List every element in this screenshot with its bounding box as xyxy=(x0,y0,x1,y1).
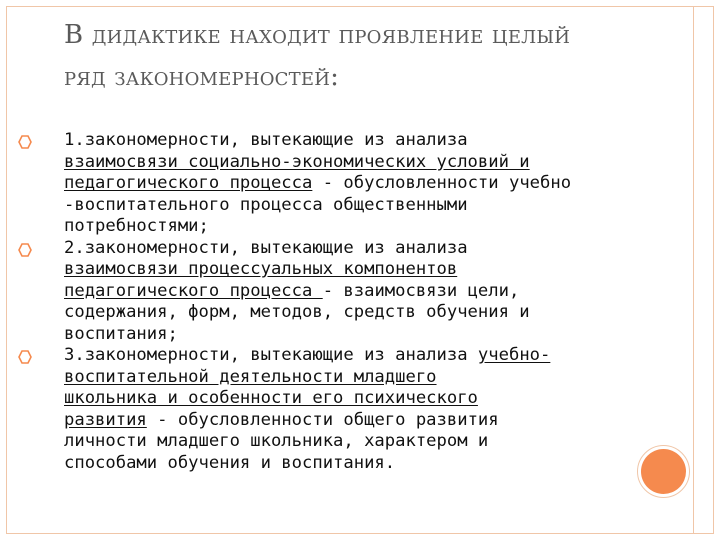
list-item-line xyxy=(64,453,644,475)
orange-hexagon-bullet-icon xyxy=(18,350,32,364)
list-item-line xyxy=(64,195,644,217)
decorative-orange-circle xyxy=(641,449,686,494)
list-item xyxy=(64,238,644,346)
text-segment: 2.закономерности, вытекающие из анализа xyxy=(64,237,468,258)
orange-hexagon-bullet-icon xyxy=(18,135,32,149)
text-segment: личности младшего школьника, характером и xyxy=(64,431,489,451)
text-segment: способами обучения и воспитания. xyxy=(64,452,396,473)
underlined-text: воспитательной деятельности младшего xyxy=(64,366,437,387)
text-segment: 1.закономерности, вытекающие из анализа xyxy=(64,130,468,150)
list-item-line xyxy=(64,238,644,260)
list-item-line xyxy=(64,173,644,195)
list-item-line xyxy=(64,281,644,303)
underlined-text: учебно- xyxy=(477,345,551,365)
underlined-text: педагогического процесса xyxy=(64,173,313,193)
orange-hexagon-bullet-icon xyxy=(18,243,32,257)
underlined-text: взаимосвязи процессуальных компонентов xyxy=(64,259,458,279)
underlined-text: школьника и особенности его психического xyxy=(64,388,478,408)
list-item xyxy=(64,345,644,474)
text-segment: - обусловленности учебно xyxy=(312,173,572,193)
list-item-line xyxy=(64,216,644,238)
slide-title xyxy=(64,14,644,98)
text-segment: 3.закономерности, вытекающие из анализа xyxy=(64,345,478,365)
list-item-line xyxy=(64,130,644,152)
bullet-list xyxy=(64,130,644,474)
list-item-line xyxy=(64,410,644,432)
list-item-line xyxy=(64,345,644,367)
list-item-line xyxy=(64,431,644,453)
slide-title-line: ряд закономерностей: xyxy=(64,62,340,92)
underlined-text: педагогического процесса xyxy=(64,280,323,301)
list-item-line xyxy=(64,152,644,174)
underlined-text: развития xyxy=(64,409,147,430)
text-segment: -воспитательного процесса общественными xyxy=(64,194,468,215)
underlined-text: взаимосвязи социально-экономических условий и xyxy=(64,151,530,172)
text-segment: содержания, форм, методов, средств обучения и xyxy=(64,302,530,322)
list-item-line xyxy=(64,388,644,410)
list-item xyxy=(64,130,644,238)
list-item-line xyxy=(64,259,644,281)
list-item-line xyxy=(64,324,644,346)
text-segment: - взаимосвязи цели, xyxy=(322,280,520,301)
slide-title-line: В дидактике находит проявление целый xyxy=(64,20,571,50)
list-item-line xyxy=(64,367,644,389)
slide-frame-rule xyxy=(693,6,694,534)
text-segment: воспитания; xyxy=(64,323,178,344)
list-item-line xyxy=(64,302,644,324)
text-segment: потребностями; xyxy=(64,216,209,236)
text-segment: - обусловленности общего развития xyxy=(146,409,499,430)
